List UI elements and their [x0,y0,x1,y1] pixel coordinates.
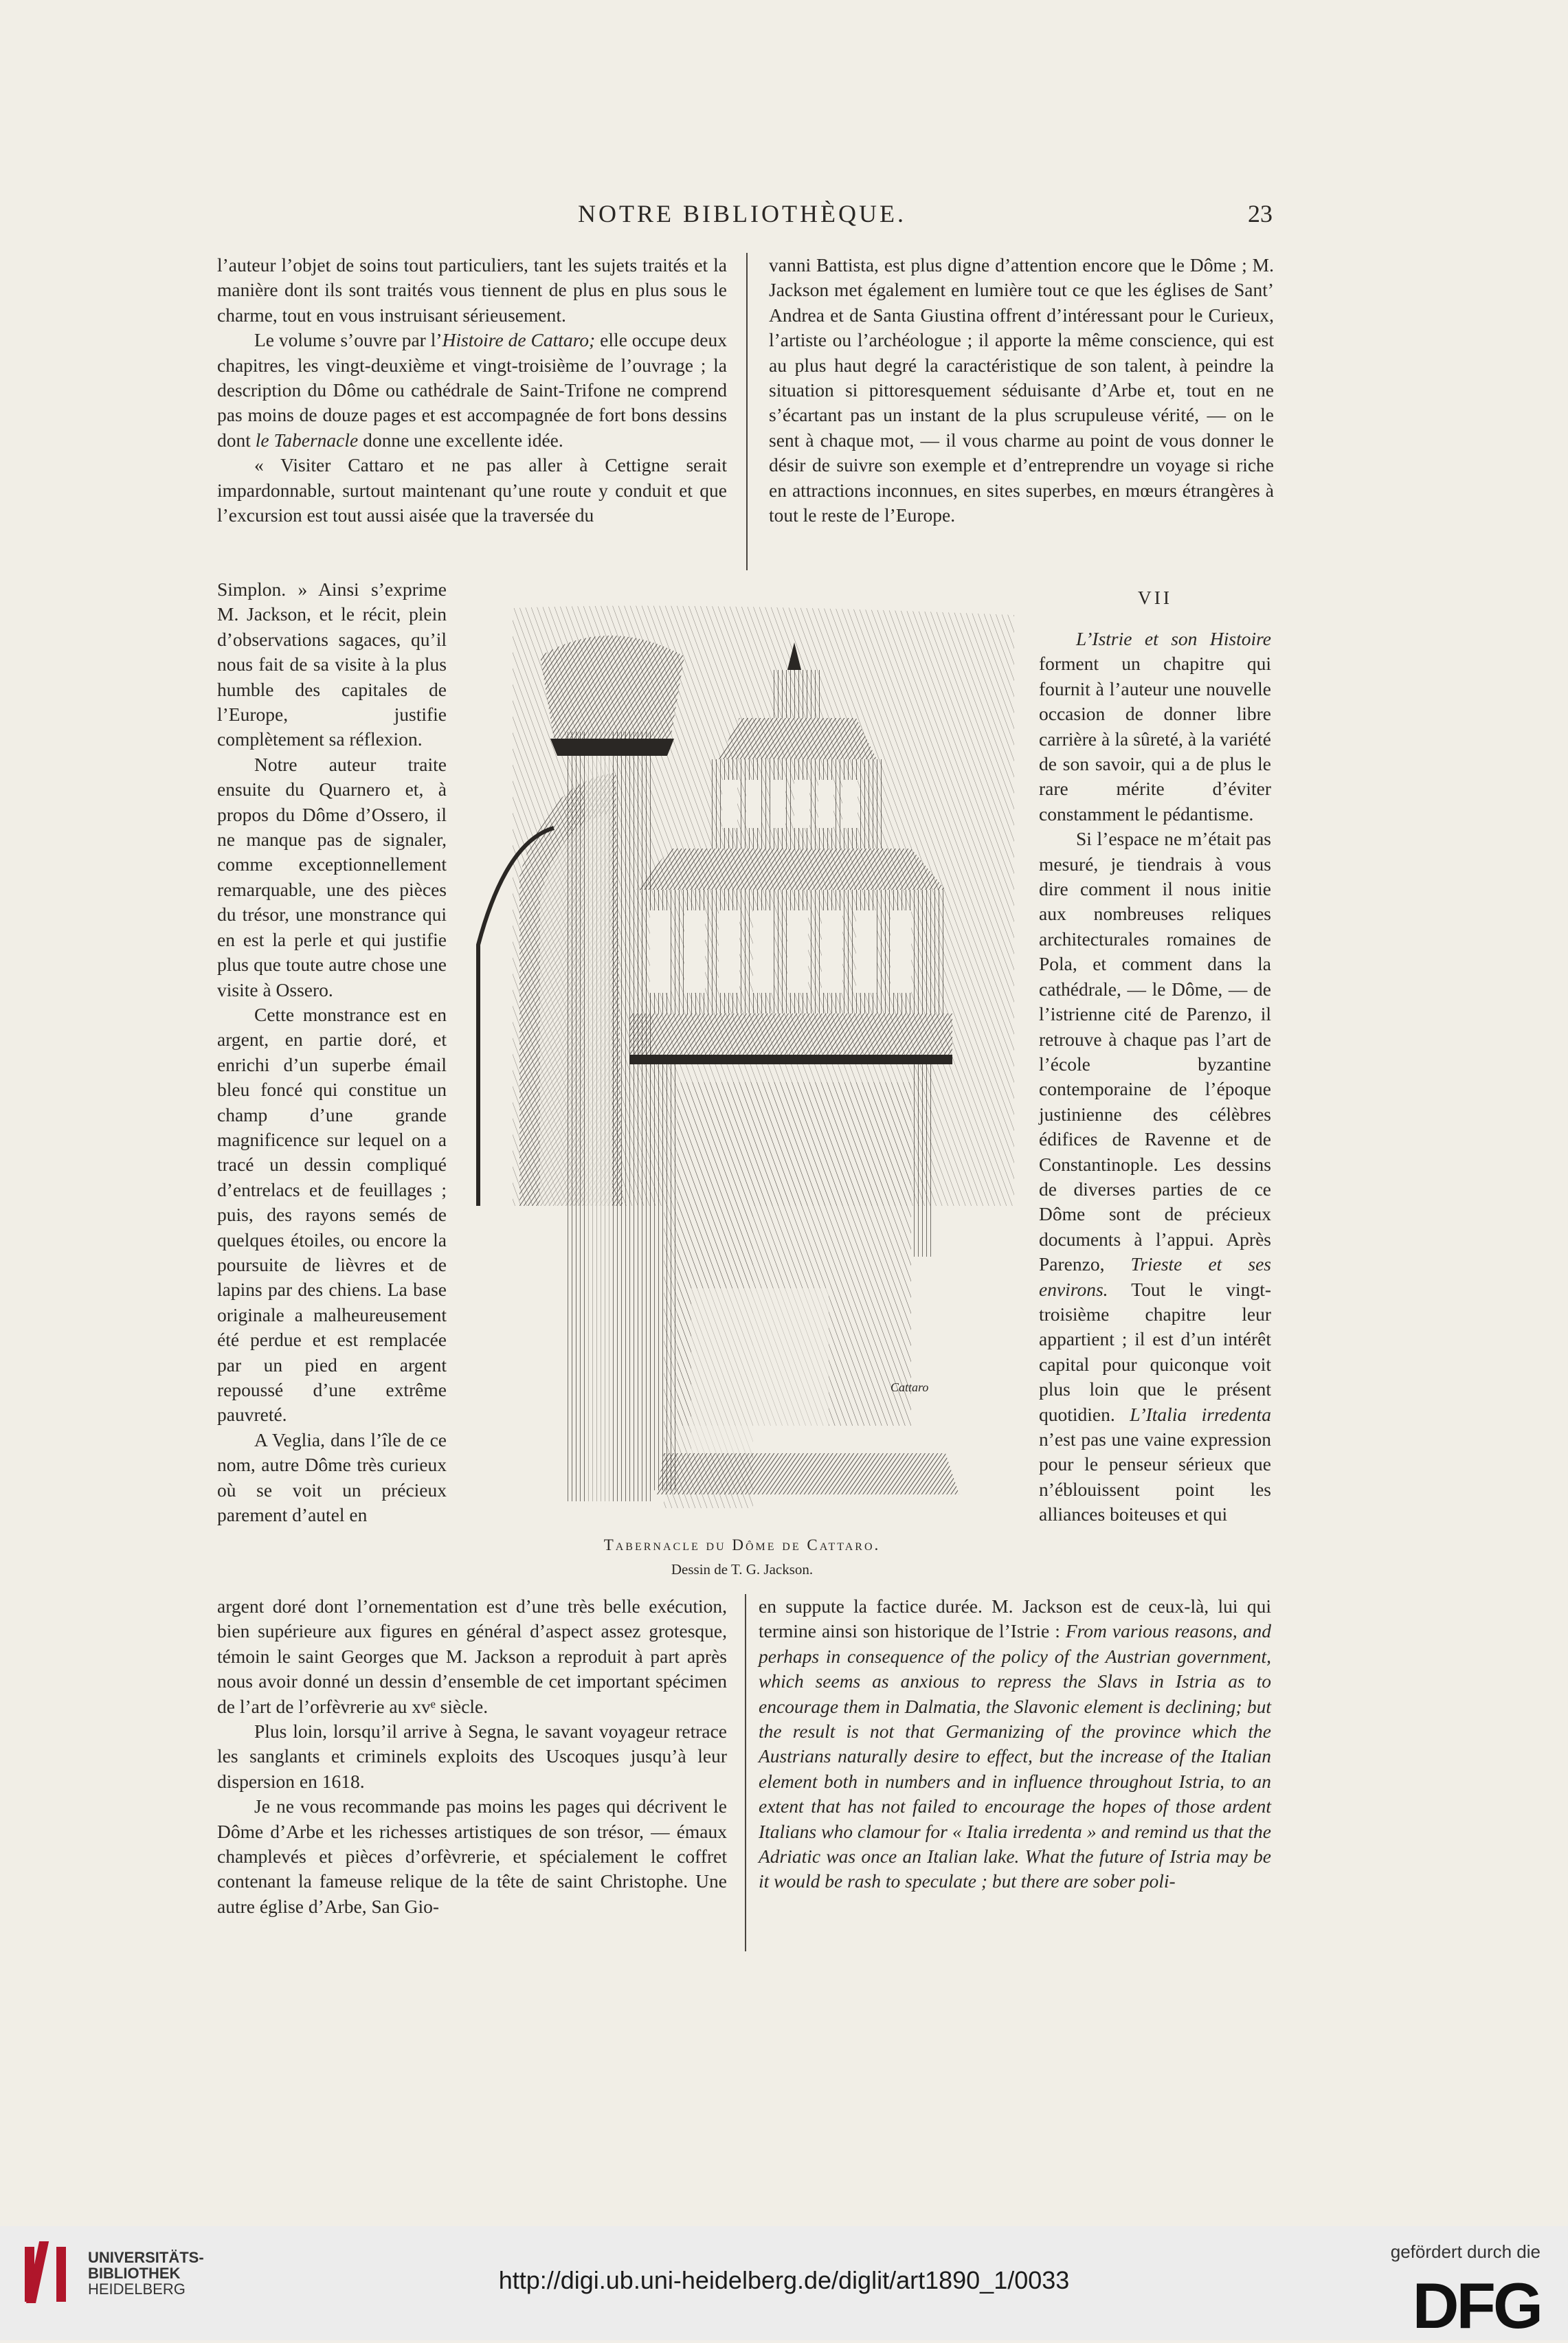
section-heading-block [1039,568,1271,623]
dfg-logo: DFG [1412,2269,1541,2342]
library-name: UNIVERSITÄTS- BIBLIOTHEK HEIDELBERG [88,2249,204,2298]
column-left-bottom [217,1594,727,1919]
column-right-narrow [1039,627,1271,1527]
paragraph: Notre auteur traite ensuite du Quarnero et, à propos du Dôme d’Ossero, il ne manque pas de signaler, comme exceptionnellement remarquable, une des pièces du trésor, une monstrance qui en est la perle et qui justifie plus que toute autre chose une visite à Ossero. [217,753,447,1000]
column-right-bottom [759,1594,1271,1894]
paragraph: Si l’espace ne m’était pas mesuré, je tiendrais à vous dire comment il nous initie aux nombreuses reliques architecturales romaines de Pola, et comment dans la cathédrale, — le Dôme, — de l’istrienne cité de Parenzo, il retrouve à chaque pas l’art de l’école byzantine contemporaine de l’époque justinienne des célèbres édifices de Ravenne et de Constantinople. Les dessins de diverses parties de ce Dôme sont de précieux documents à l’appui. Après Parenzo, Trieste et ses environs. Tout le vingt-troisième chapitre leur appartient ; il est d’un intérêt capital pour quiconque voit plus loin que le présent quotidien. L’Italia irredenta n’est pas une vaine expression pour le penseur sérieux que n’éblouissent point les alliances boiteuses et qui [1039,828,1271,1525]
figure-caption-block [460,1536,1024,1578]
paragraph: argent doré dont l’ornementation est d’une très belle exécution, bien supérieure aux figures en général d’aspect assez grotesque, témoin le saint Georges que M. Jackson a reproduit à part après nous avoir donné un dessin d’ensemble de cet important spécimen de l’art de l’orfèvrerie au xvᵉ siècle. [217,1595,727,1717]
permalink-url[interactable]: http://digi.ub.uni-heidelberg.de/diglit/art1890_1/0033 [498,2266,1070,2294]
paragraph: Cette monstrance est en argent, en partie doré, et enrichi d’un superbe émail bleu foncé qui constitue un champ d’une grande magnificence sur lequel on a tracé un dessin compliqué d’entrelacs et de feuillages ; puis, des rayons semés de quelques étoiles, ou encore la poursuite de lièvres et de lapins par des chiens. La base originale a malheureusement été perdue et est remplacée par un pied en argent repoussé d’une extrême pauvreté. [217,1003,447,1426]
artist-signature: Cattaro [891,1380,929,1394]
column-rule [745,1594,746,1951]
column-left-narrow [217,577,447,1527]
column-left-top [217,253,727,528]
paragraph: Plus loin, lorsqu’il arrive à Segna, le savant voyageur retrace les sanglants et criminels exploits des Uscoques jusqu’à leur dispersion en 1618. [217,1720,727,1792]
paragraph: « Visiter Cattaro et ne pas aller à Cettigne serait impardonnable, surtout maintenant qu’une route y conduit et que l’excursion est tout aussi aisée que la traversée du [217,454,727,526]
column-right-top [769,253,1274,528]
paragraph: Je ne vous recommande pas moins les pages qui décrivent le Dôme d’Arbe et les richesses artistiques de son trésor, — émaux champlevés et pièces d’orfèvrerie, et spécialement le coffret contenant la fameuse relique de la tête de saint Christophe. Une autre église d’Arbe, San Gio- [217,1795,727,1917]
figure-caption: Tabernacle du Dôme de Cattaro. [603,1536,881,1554]
tabernacle-engraving [464,601,1028,1518]
paragraph: A Veglia, dans l’île de ce nom, autre Dôme très curieux où se voit un précieux parement d’autel en [217,1428,447,1526]
paragraph: Simplon. » Ainsi s’exprime M. Jackson, et le récit, plein d’observations sagaces, qu’il nous fait de sa visite à la plus humble des capitales de l’Europe, justifie complètement sa réflexion. [217,579,447,750]
paragraph: Le volume s’ouvre par l’Histoire de Cattaro; elle occupe deux chapitres, les vingt-deuxième et vingt-troisième de l’ouvrage ; la description du Dôme ou cathédrale de Saint-Trifone ne comprend pas moins de douze pages et est accompagnée de fort bons dessins dont le Tabernacle donne une excellente idée. [217,329,727,451]
section-heading: VII [1137,587,1173,608]
column-rule [746,253,748,570]
paragraph: en suppute la factice durée. M. Jackson est de ceux-là, lui qui termine ainsi son historique de l’Istrie : From various reasons, and perhaps in consequence of the policy of the Austrian government, which seems as anxious to repress the Slavs in Istria as to encourage them in Dalmatia, the Slavonic element is declining; but the result is not that Germanizing of the province which the Austrians naturally desire to effect, but the increase of the Italian element both in numbers and in influence throughout Istria, to an extent that has not failed to encourage the hopes of those ardent Italians who clamour for « Italia irredenta » and remind us that the Adriatic was once an Italian lake. What the future of Istria may be it would be rash to speculate ; but there are sober poli- [759,1595,1271,1892]
journal-title: NOTRE BIBLIOTHÈQUE. [578,200,906,227]
digital-library-footer [0,2226,1568,2340]
paragraph: l’auteur l’objet de soins tout particuliers, tant les sujets traités et la manière dont ils sont traités vous tiennent de plus en plus sous le charme, tout en vous instruisant sérieusement. [217,254,727,326]
page-number: 23 [1248,200,1273,227]
figure-credit: Dessin de T. G. Jackson. [671,1561,814,1578]
paragraph: L’Istrie et son Histoire forment un chapitre qui fournit à l’auteur une nouvelle occasion de donner libre carrière à la sûreté, à la variété de son savoir, qui a de plus le rare mérite d’éviter constamment le pédantisme. [1039,628,1271,825]
funding-note: gefördert durch die [1390,2241,1541,2262]
paragraph: vanni Battista, est plus digne d’attention encore que le Dôme ; M. Jackson met également en lumière tout ce que les églises de Sant’ Andrea et de Santa Giustina offrent d’intéressant pour le Curieux, l’artiste ou l’archéologue ; il apporte la même conscience, qui est au plus haut degré la caractéristique de son talent, à peindre la situation si pittoresquement séduisante d’Arbe et, tout en ne s’écartant pas un instant de la plus scrupuleuse vérité, — on le sent à chaque mot, — il vous charme au point de vous donner le désir de suivre son exemple et d’entreprendre un voyage si riche en attractions inconnues, en sites superbes, en mœurs étrangères à tout le reste de l’Europe. [769,254,1274,526]
running-header [206,199,1278,234]
